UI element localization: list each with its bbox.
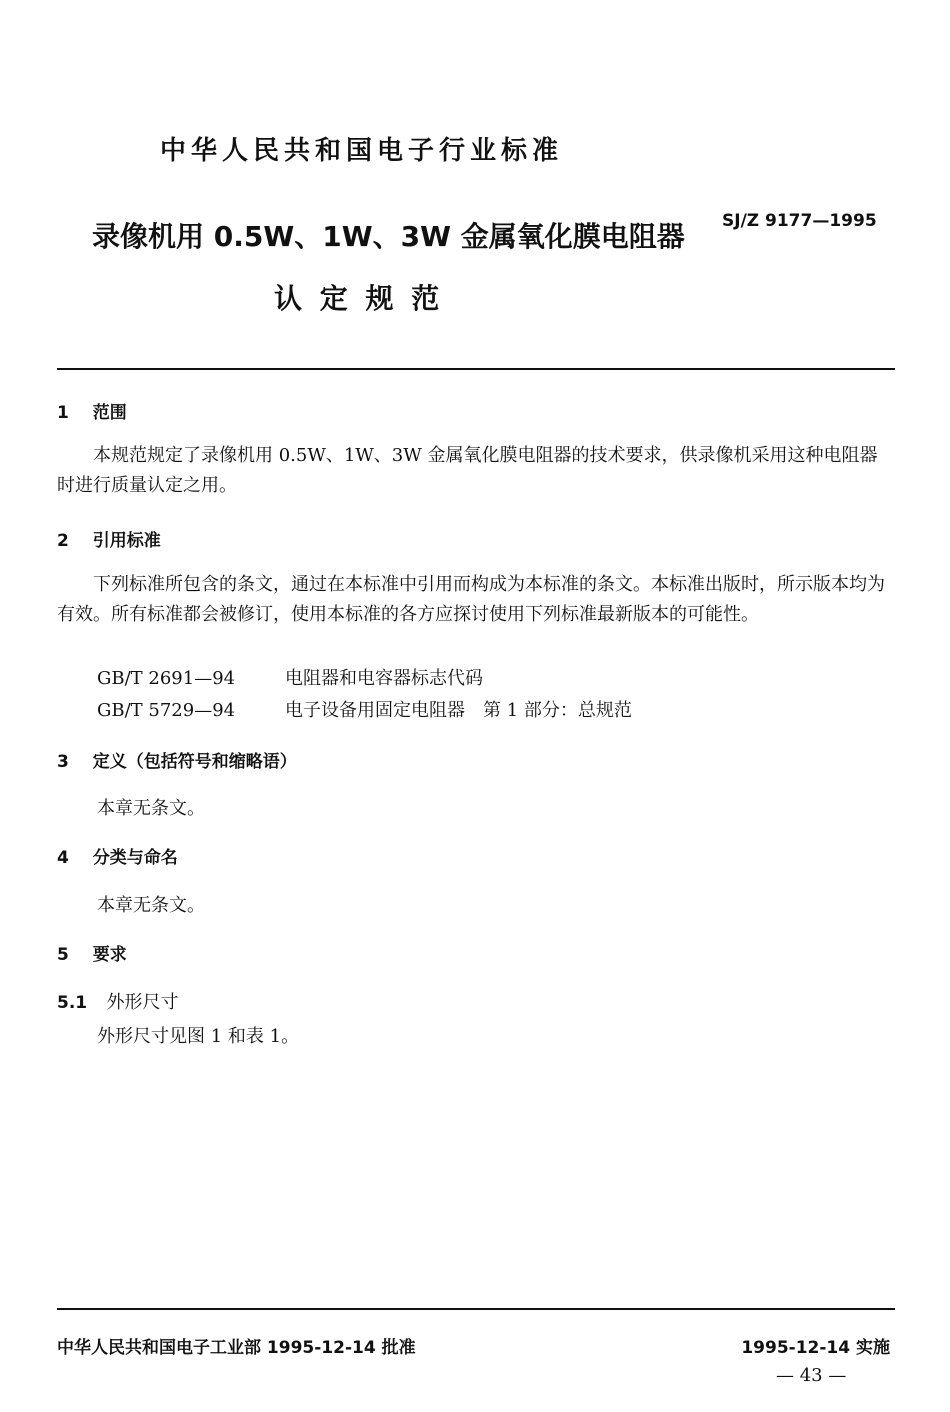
section-1-heading <box>57 398 127 423</box>
section-title: 分类与命名 <box>92 848 178 868</box>
reference-title: 电子设备用固定电阻器 第 1 部分：总规范 <box>285 700 632 721</box>
implementation-date: 1995-12-14 实施 <box>741 1338 890 1358</box>
section-5-heading <box>57 940 127 965</box>
section-number: 1 <box>57 403 69 423</box>
section-number: 2 <box>57 531 69 551</box>
header-divider <box>57 368 895 370</box>
subsection-number: 5.1 <box>57 993 88 1013</box>
section-title: 定义（包括符号和缩略语） <box>92 752 297 772</box>
section-4-heading <box>57 843 178 868</box>
reference-title: 电阻器和电容器标志代码 <box>285 668 483 689</box>
document-subtitle: 认 定 规 范 <box>274 282 444 315</box>
section-2-body: 下列标准所包含的条文，通过在本标准中引用而构成为本标准的条文。本标准出版时，所示版本均为有效。所有标准都会被修订，使用本标准的各方应探讨使用下列标准最新版本的可能性。 <box>57 574 885 625</box>
section-number: 5 <box>57 945 69 965</box>
section-number: 4 <box>57 848 69 868</box>
section-1-body: 本规范规定了录像机用 0.5W、1W、3W 金属氧化膜电阻器的技术要求，供录像机采用这种电阻器时进行质量认定之用。 <box>57 445 878 496</box>
reference-row <box>97 664 483 690</box>
section-title: 引用标准 <box>92 531 161 551</box>
footer-divider <box>57 1308 895 1310</box>
document-title: 录像机用 0.5W、1W、3W 金属氧化膜电阻器 <box>92 220 685 253</box>
section-3-heading <box>57 747 297 772</box>
subsection-title: 外形尺寸 <box>106 992 179 1013</box>
page-number: — 43 — <box>776 1365 847 1386</box>
reference-code: GB/T 2691—94 <box>97 668 236 689</box>
section-title: 范围 <box>92 403 127 423</box>
subsection-5-1-heading <box>57 988 179 1014</box>
section-3-body: 本章无条文。 <box>97 798 205 819</box>
section-title: 要求 <box>92 945 127 965</box>
section-4-body: 本章无条文。 <box>97 895 205 916</box>
standard-code: SJ/Z 9177—1995 <box>722 211 877 231</box>
reference-row <box>97 696 632 722</box>
subsection-5-1-body: 外形尺寸见图 1 和表 1。 <box>97 1026 300 1047</box>
reference-code: GB/T 5729—94 <box>97 700 236 721</box>
section-number: 3 <box>57 752 69 772</box>
industry-standard-title: 中华人民共和国电子行业标准 <box>160 136 564 166</box>
approval-statement: 中华人民共和国电子工业部 1995-12-14 批准 <box>57 1338 416 1358</box>
section-2-heading <box>57 526 161 551</box>
